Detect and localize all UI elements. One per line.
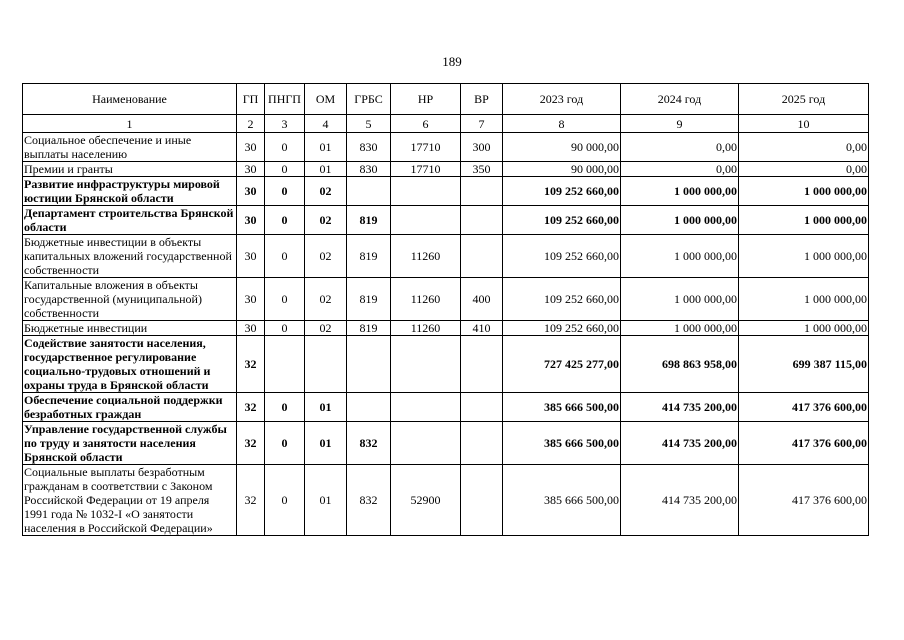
row-vr xyxy=(461,336,503,393)
row-name: Социальные выплаты безработным гражданам в соответствии с Законом Российской Федерации от 19 апреля 1991 года № 1032-I «О занятости населения в Российской Федерации» xyxy=(23,465,237,536)
row-gp: 32 xyxy=(237,422,265,465)
row-gp: 30 xyxy=(237,162,265,177)
row-gp: 32 xyxy=(237,393,265,422)
row-2023: 109 252 660,00 xyxy=(503,235,621,278)
row-2024: 1 000 000,00 xyxy=(621,321,739,336)
row-2025: 0,00 xyxy=(739,133,869,162)
row-pngp: 0 xyxy=(265,206,305,235)
table-row xyxy=(23,162,869,177)
column-number: 7 xyxy=(461,115,503,133)
row-grbs xyxy=(347,177,391,206)
row-2023: 385 666 500,00 xyxy=(503,422,621,465)
column-number: 1 xyxy=(23,115,237,133)
column-number: 10 xyxy=(739,115,869,133)
row-pngp xyxy=(265,336,305,393)
row-nr: 52900 xyxy=(391,465,461,536)
row-2025: 417 376 600,00 xyxy=(739,393,869,422)
row-2024: 1 000 000,00 xyxy=(621,235,739,278)
table-row xyxy=(23,177,869,206)
budget-table xyxy=(22,83,869,536)
row-grbs: 819 xyxy=(347,206,391,235)
table-row xyxy=(23,206,869,235)
row-grbs xyxy=(347,393,391,422)
row-2024: 1 000 000,00 xyxy=(621,177,739,206)
column-number: 9 xyxy=(621,115,739,133)
row-2023: 90 000,00 xyxy=(503,133,621,162)
row-2024: 698 863 958,00 xyxy=(621,336,739,393)
header-2024: 2024 год xyxy=(621,84,739,115)
row-2025: 699 387 115,00 xyxy=(739,336,869,393)
column-number-row xyxy=(23,115,869,133)
column-number: 8 xyxy=(503,115,621,133)
row-grbs: 819 xyxy=(347,235,391,278)
row-gp: 30 xyxy=(237,133,265,162)
column-number: 2 xyxy=(237,115,265,133)
row-2023: 385 666 500,00 xyxy=(503,465,621,536)
row-nr: 11260 xyxy=(391,235,461,278)
row-2024: 0,00 xyxy=(621,133,739,162)
row-pngp: 0 xyxy=(265,235,305,278)
row-om: 01 xyxy=(305,422,347,465)
table-row xyxy=(23,321,869,336)
header-vr: ВР xyxy=(461,84,503,115)
row-2025: 1 000 000,00 xyxy=(739,278,869,321)
row-vr xyxy=(461,393,503,422)
table-row xyxy=(23,235,869,278)
header-row xyxy=(23,84,869,115)
header-om: ОМ xyxy=(305,84,347,115)
row-2023: 385 666 500,00 xyxy=(503,393,621,422)
row-name: Премии и гранты xyxy=(23,162,237,177)
header-2025: 2025 год xyxy=(739,84,869,115)
row-2023: 109 252 660,00 xyxy=(503,321,621,336)
header-grbs: ГРБС xyxy=(347,84,391,115)
row-2023: 727 425 277,00 xyxy=(503,336,621,393)
row-2025: 1 000 000,00 xyxy=(739,321,869,336)
row-nr xyxy=(391,422,461,465)
table-row xyxy=(23,336,869,393)
row-2024: 1 000 000,00 xyxy=(621,206,739,235)
table-row xyxy=(23,393,869,422)
row-gp: 30 xyxy=(237,177,265,206)
row-grbs: 819 xyxy=(347,278,391,321)
table-row xyxy=(23,133,869,162)
row-pngp: 0 xyxy=(265,133,305,162)
row-om: 01 xyxy=(305,465,347,536)
row-name: Управление государственной службы по труду и занятости населения Брянской области xyxy=(23,422,237,465)
row-2025: 417 376 600,00 xyxy=(739,422,869,465)
row-om: 02 xyxy=(305,177,347,206)
header-pngp: ПНГП xyxy=(265,84,305,115)
row-om: 01 xyxy=(305,393,347,422)
row-grbs: 830 xyxy=(347,162,391,177)
row-pngp: 0 xyxy=(265,177,305,206)
table-row xyxy=(23,465,869,536)
row-grbs: 830 xyxy=(347,133,391,162)
row-2025: 1 000 000,00 xyxy=(739,235,869,278)
row-vr: 300 xyxy=(461,133,503,162)
row-2024: 414 735 200,00 xyxy=(621,465,739,536)
row-grbs xyxy=(347,336,391,393)
row-pngp: 0 xyxy=(265,422,305,465)
row-name: Развитие инфраструктуры мировой юстиции Брянской области xyxy=(23,177,237,206)
header-gp: ГП xyxy=(237,84,265,115)
row-2025: 1 000 000,00 xyxy=(739,177,869,206)
row-nr xyxy=(391,336,461,393)
row-name: Содействие занятости населения, государственное регулирование социально-трудовых отношений и охраны труда в Брянской области xyxy=(23,336,237,393)
row-name: Департамент строительства Брянской области xyxy=(23,206,237,235)
column-number: 5 xyxy=(347,115,391,133)
row-name: Капитальные вложения в объекты государственной (муниципальной) собственности xyxy=(23,278,237,321)
row-gp: 32 xyxy=(237,336,265,393)
row-2025: 1 000 000,00 xyxy=(739,206,869,235)
column-number: 6 xyxy=(391,115,461,133)
row-name: Социальное обеспечение и иные выплаты населению xyxy=(23,133,237,162)
table-row xyxy=(23,278,869,321)
row-pngp: 0 xyxy=(265,321,305,336)
row-gp: 30 xyxy=(237,206,265,235)
row-gp: 30 xyxy=(237,235,265,278)
row-vr xyxy=(461,206,503,235)
row-name: Бюджетные инвестиции в объекты капитальных вложений государственной собственности xyxy=(23,235,237,278)
row-2023: 109 252 660,00 xyxy=(503,206,621,235)
page-number: 189 xyxy=(442,54,462,69)
row-nr: 17710 xyxy=(391,133,461,162)
row-om: 02 xyxy=(305,206,347,235)
row-om: 01 xyxy=(305,133,347,162)
row-grbs: 832 xyxy=(347,422,391,465)
row-vr: 350 xyxy=(461,162,503,177)
row-pngp: 0 xyxy=(265,465,305,536)
row-vr: 410 xyxy=(461,321,503,336)
row-nr: 17710 xyxy=(391,162,461,177)
row-2024: 0,00 xyxy=(621,162,739,177)
row-2023: 109 252 660,00 xyxy=(503,177,621,206)
row-vr: 400 xyxy=(461,278,503,321)
row-vr xyxy=(461,235,503,278)
row-2024: 414 735 200,00 xyxy=(621,422,739,465)
row-nr xyxy=(391,177,461,206)
row-nr: 11260 xyxy=(391,321,461,336)
row-pngp: 0 xyxy=(265,278,305,321)
row-grbs: 819 xyxy=(347,321,391,336)
row-gp: 30 xyxy=(237,278,265,321)
row-gp: 30 xyxy=(237,321,265,336)
header-name: Наименование xyxy=(23,84,237,115)
table-row xyxy=(23,422,869,465)
row-om: 02 xyxy=(305,278,347,321)
column-number: 4 xyxy=(305,115,347,133)
row-2023: 109 252 660,00 xyxy=(503,278,621,321)
row-om: 01 xyxy=(305,162,347,177)
header-nr: НР xyxy=(391,84,461,115)
row-name: Бюджетные инвестиции xyxy=(23,321,237,336)
header-2023: 2023 год xyxy=(503,84,621,115)
row-vr xyxy=(461,177,503,206)
row-gp: 32 xyxy=(237,465,265,536)
row-pngp: 0 xyxy=(265,393,305,422)
row-name: Обеспечение социальной поддержки безработных граждан xyxy=(23,393,237,422)
row-vr xyxy=(461,422,503,465)
row-pngp: 0 xyxy=(265,162,305,177)
row-nr: 11260 xyxy=(391,278,461,321)
column-number: 3 xyxy=(265,115,305,133)
row-om xyxy=(305,336,347,393)
row-grbs: 832 xyxy=(347,465,391,536)
row-2024: 414 735 200,00 xyxy=(621,393,739,422)
row-om: 02 xyxy=(305,321,347,336)
row-2023: 90 000,00 xyxy=(503,162,621,177)
row-nr xyxy=(391,206,461,235)
row-nr xyxy=(391,393,461,422)
row-2025: 417 376 600,00 xyxy=(739,465,869,536)
row-2024: 1 000 000,00 xyxy=(621,278,739,321)
row-2025: 0,00 xyxy=(739,162,869,177)
row-om: 02 xyxy=(305,235,347,278)
row-vr xyxy=(461,465,503,536)
